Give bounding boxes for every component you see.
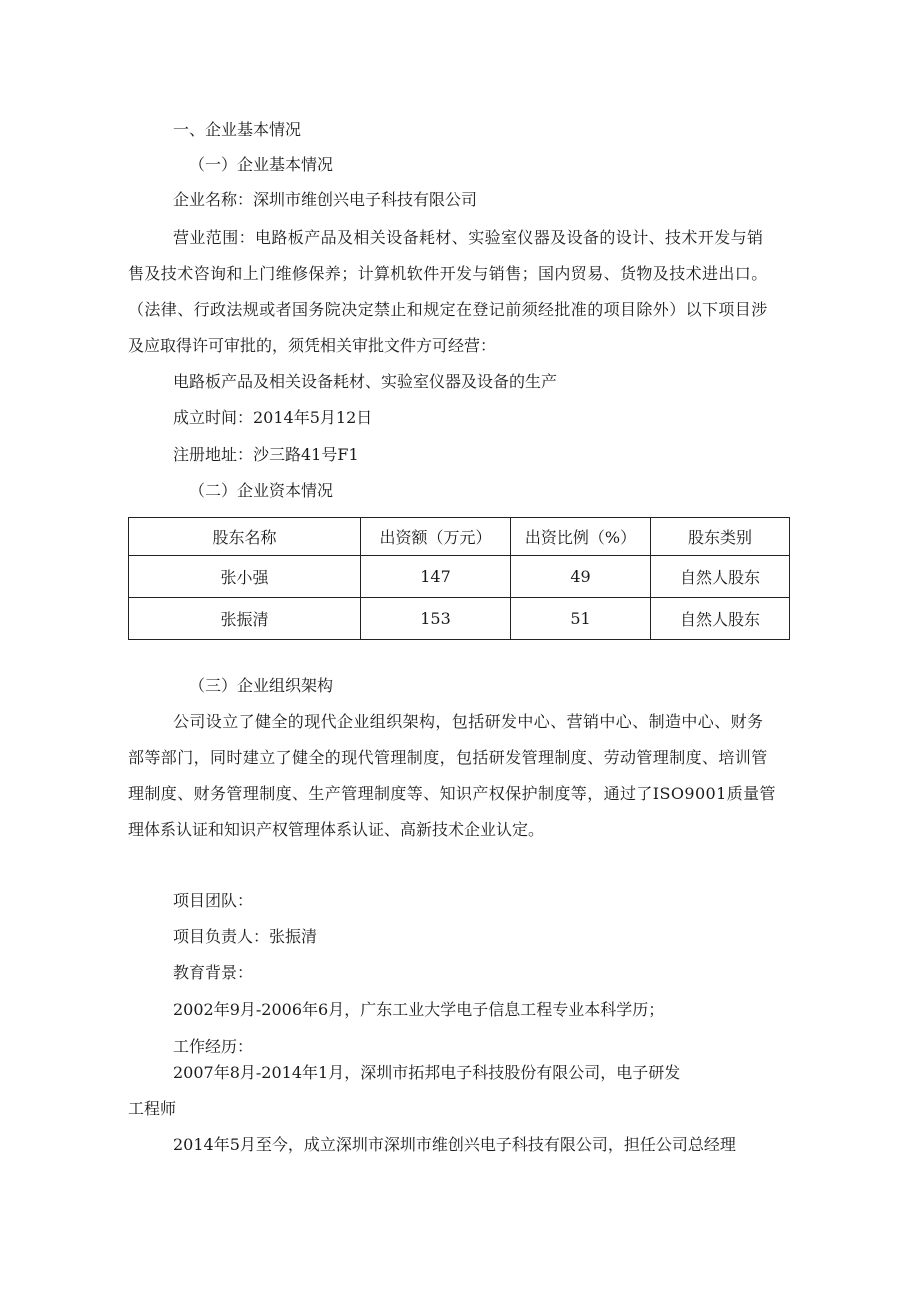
table-cell: 张小强 bbox=[129, 556, 361, 598]
column-header: 出资比例（%） bbox=[511, 518, 651, 556]
shareholder-table bbox=[128, 517, 790, 640]
subsection-heading-org: （三）企业组织架构 bbox=[189, 676, 334, 695]
table-cell: 张振清 bbox=[129, 598, 361, 640]
table-cell: 147 bbox=[361, 556, 511, 598]
subsection-heading-capital: （二）企业资本情况 bbox=[189, 481, 334, 500]
table-cell: 153 bbox=[361, 598, 511, 640]
scope-line: （法律、行政法规或者国务院决定禁止和规定在登记前须经批准的项目除外）以下项目涉 bbox=[128, 300, 768, 319]
table-cell: 51 bbox=[511, 598, 651, 640]
table-header-row bbox=[129, 518, 790, 556]
founded-date: 成立时间：2014年5月12日 bbox=[173, 408, 373, 427]
table-cell: 自然人股东 bbox=[651, 598, 790, 640]
education-entry: 2002年9月-2006年6月，广东工业大学电子信息工程专业本科学历； bbox=[173, 1000, 665, 1019]
table-row bbox=[129, 598, 790, 640]
work-entry: 2007年8月-2014年1月，深圳市拓邦电子科技股份有限公司，电子研发 bbox=[173, 1063, 681, 1082]
registered-address: 注册地址：沙三路41号F1 bbox=[173, 445, 359, 464]
education-label: 教育背景： bbox=[173, 963, 254, 982]
work-entry-continuation: 工程师 bbox=[128, 1099, 177, 1118]
project-leader: 项目负责人：张振清 bbox=[173, 927, 318, 946]
scope-line: 及应取得许可审批的，须凭相关审批文件方可经营： bbox=[128, 336, 497, 355]
org-line: 部等部门，同时建立了健全的现代管理制度，包括研发管理制度、劳动管理制度、培训管 bbox=[128, 748, 768, 767]
company-name: 企业名称：深圳市维创兴电子科技有限公司 bbox=[173, 190, 478, 209]
column-header: 股东名称 bbox=[129, 518, 361, 556]
org-line: 公司设立了健全的现代企业组织架构，包括研发中心、营销中心、制造中心、财务 bbox=[173, 712, 764, 731]
org-line: 理制度、财务管理制度、生产管理制度等、知识产权保护制度等，通过了ISO9001质量管 bbox=[128, 784, 776, 803]
work-label: 工作经历： bbox=[173, 1037, 254, 1056]
scope-line: 售及技术咨询和上门维修保养；计算机软件开发与销售；国内贸易、货物及技术进出口。 bbox=[128, 264, 768, 283]
table-cell: 自然人股东 bbox=[651, 556, 790, 598]
subsection-heading-basic: （一）企业基本情况 bbox=[189, 155, 334, 174]
section-heading: 一、企业基本情况 bbox=[173, 120, 302, 139]
table-cell: 49 bbox=[511, 556, 651, 598]
table-row bbox=[129, 556, 790, 598]
licensed-scope: 电路板产品及相关设备耗材、实验室仪器及设备的生产 bbox=[173, 372, 558, 391]
column-header: 出资额（万元） bbox=[361, 518, 511, 556]
org-line: 理体系认证和知识产权管理体系认证、高新技术企业认定。 bbox=[128, 820, 545, 839]
work-entry: 2014年5月至今，成立深圳市深圳市维创兴电子科技有限公司，担任公司总经理 bbox=[173, 1135, 736, 1154]
scope-line: 营业范围：电路板产品及相关设备耗材、实验室仪器及设备的设计、技术开发与销 bbox=[173, 228, 764, 247]
team-heading: 项目团队： bbox=[173, 891, 254, 910]
column-header: 股东类别 bbox=[651, 518, 790, 556]
